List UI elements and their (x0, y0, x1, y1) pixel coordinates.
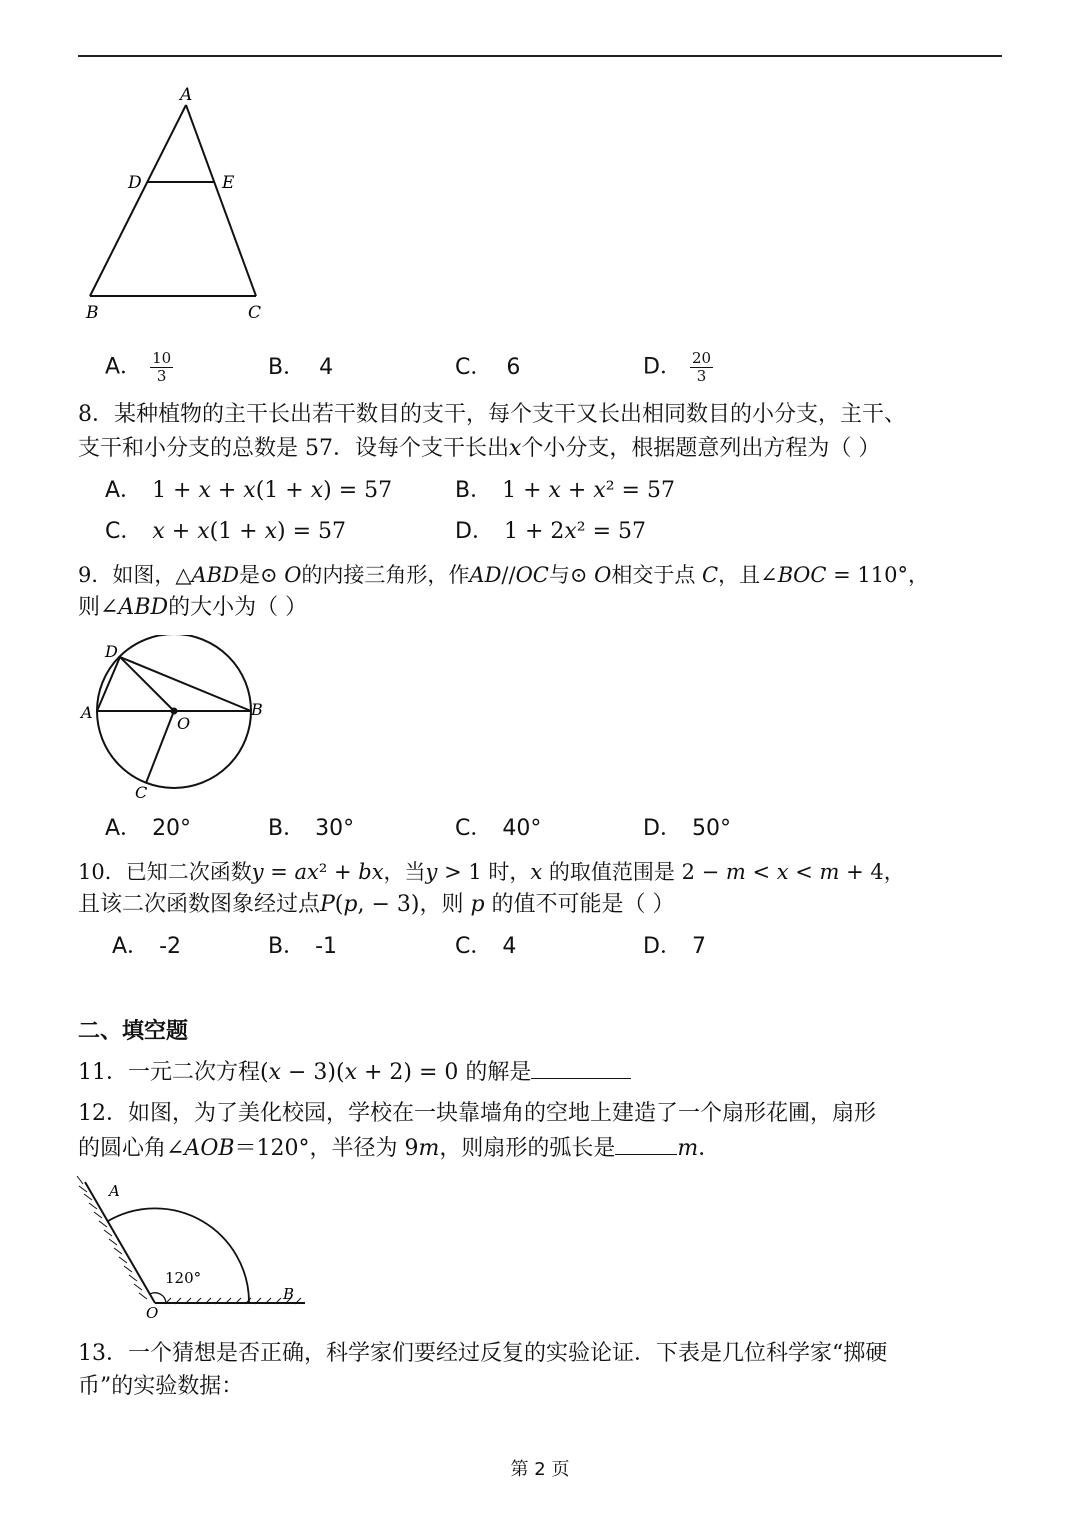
side-ab (90, 105, 186, 296)
arc-ab (108, 1208, 249, 1303)
q7-option-c: C． 6 (455, 355, 521, 380)
segment-ad (97, 657, 120, 711)
label-e: E (222, 173, 235, 193)
q10-line2: 且该二次函数图象经过点𝑃(𝑝, − 3)，则 𝑝 的值不可能是（ ） (78, 892, 675, 917)
q13-line2: 币”的实验数据： (78, 1374, 244, 1399)
q8-line2: 支干和小分支的总数是 57．设每个支干长出𝑥个小分支，根据题意列出方程为（ ） (78, 436, 881, 461)
q8-option-a: A． 1 + 𝑥 + 𝑥(1 + 𝑥) = 57 (105, 478, 393, 503)
label-c: C (248, 303, 262, 323)
q8-option-d: D． 1 + 2𝑥² = 57 (455, 519, 647, 544)
page-number: 第 2 页 (510, 1459, 570, 1480)
segment-do (120, 657, 174, 711)
q9-line2: 则∠𝐴𝐵𝐷的大小为（ ） (78, 595, 308, 620)
label-a: A (81, 703, 93, 722)
label-a: A (109, 1182, 120, 1200)
segment-db (120, 657, 251, 711)
q11-line: 11．一元二次方程(𝑥 − 3)(𝑥 + 2) = 0 的解是 (78, 1056, 631, 1088)
section-heading: 二、填空题 (78, 1019, 189, 1044)
q12-line2: 的圆心角∠𝐴𝑂𝐵＝120°，半径为 9𝑚，则扇形的弧长是 𝑚． (78, 1132, 720, 1164)
label-a: A (180, 85, 193, 105)
q12-answer-blank[interactable] (615, 1132, 677, 1155)
q12-sector-figure (75, 1172, 315, 1322)
q9-option-c: C． 40° (455, 816, 542, 841)
label-b: B (251, 700, 263, 719)
q8-option-c: C． 𝑥 + 𝑥(1 + 𝑥) = 57 (105, 519, 347, 544)
label-o: O (177, 714, 191, 733)
q11-answer-blank[interactable] (531, 1056, 631, 1079)
q9-option-a: A． 20° (105, 816, 192, 841)
label-d: D (105, 642, 118, 661)
q8-option-b: B． 1 + 𝑥 + 𝑥² = 57 (455, 478, 675, 503)
q10-option-d: D． 7 (643, 934, 706, 959)
segment-oc (146, 711, 174, 783)
q9-line1: 9．如图，△𝐴𝐵𝐷是⊙ 𝑂的内接三角形，作𝐴𝐷//𝑂𝐶与⊙ 𝑂相交于点 𝐶，且∠𝐵𝑂𝐶 = 110°， (78, 563, 929, 587)
q7-triangle-figure (70, 80, 290, 330)
q12-line1: 12．如图，为了美化校园，学校在一块靠墙角的空地上建造了一个扇形花圃，扇形 (78, 1101, 876, 1126)
q10-option-c: C． 4 (455, 934, 517, 959)
header-rule (78, 55, 1002, 57)
q9-option-b: B． 30° (268, 816, 355, 841)
q9-circle-figure (75, 635, 275, 805)
q7-option-d: D． $\frac{20}{3}$ (643, 349, 712, 385)
label-d: D (128, 173, 142, 193)
label-o: O (146, 1304, 159, 1322)
wall-oa (85, 1182, 155, 1303)
q13-line1: 13．一个猜想是否正确，科学家们要经过反复的实验论证．下表是几位科学家“掷硬 (78, 1341, 888, 1366)
angle-label: 120° (165, 1269, 202, 1287)
q10-option-a: A． -2 (112, 934, 181, 959)
label-b: B (283, 1285, 295, 1303)
q8-line1: 8．某种植物的主干长出若干数目的支干，每个支干又长出相同数目的小分支，主干、 (78, 402, 906, 427)
q10-line1: 10．已知二次函数𝑦 = 𝑎𝑥² + 𝑏𝑥，当𝑦 > 1 时，𝑥 的取值范围是 2 − 𝑚 < 𝑥 < 𝑚 + 4， (78, 860, 905, 884)
q9-option-d: D． 50° (643, 816, 731, 841)
q10-option-b: B． -1 (268, 934, 338, 959)
side-ac (186, 105, 256, 296)
label-b: B (86, 303, 99, 323)
label-c: C (135, 783, 148, 802)
q7-option-a: A． $\frac{10}{3}$ (105, 349, 172, 385)
q7-option-b: B． 4 (268, 355, 334, 380)
